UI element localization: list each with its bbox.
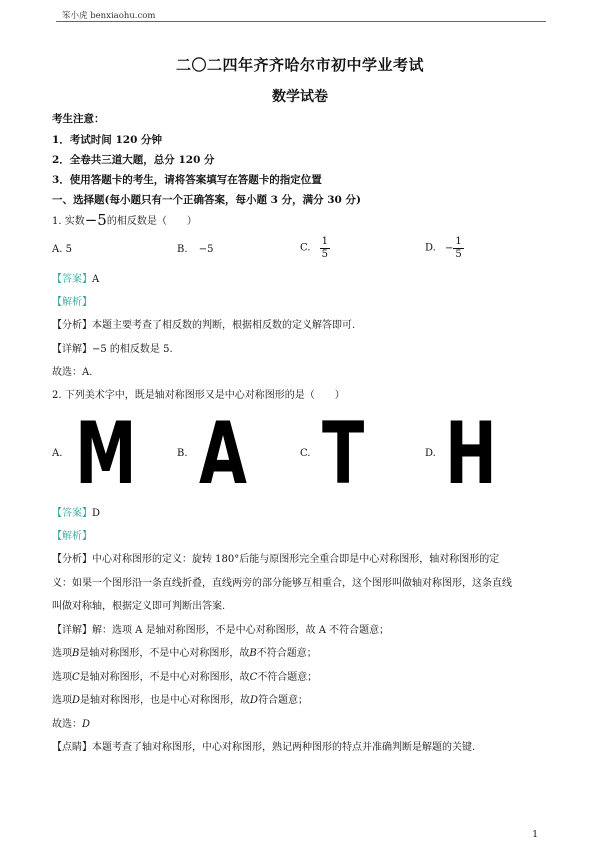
- q1-option-c: [300, 236, 330, 261]
- xj-c-post: 不符合题意；: [257, 672, 318, 683]
- xj-d-post: 符合题意；: [258, 695, 309, 706]
- xiangjie-tag: 【详解】: [52, 625, 92, 636]
- fraction-numerator: 1: [321, 236, 329, 247]
- page-number: 1: [532, 830, 538, 840]
- dianjing-tag: 【点睛】: [52, 742, 92, 753]
- notice-heading: 考生注意：: [52, 113, 105, 125]
- q2-xiangjie-d: [52, 694, 308, 708]
- xj-c-pre: 选项: [52, 672, 72, 683]
- q1-option-d: [425, 236, 464, 261]
- notice-item-3: 3．使用答题卡的考生，请将答案填写在答题卡的指定位置: [52, 174, 322, 186]
- q2-option-a-letter: M: [75, 404, 137, 504]
- q1-xiangjie: [52, 343, 173, 357]
- q2-fenxi-text-1: 中心对称图形的定义：旋转 180°后能与原图形完全重合即是中心对称图形，轴对称图形的定: [92, 554, 500, 565]
- q1-choice: 故选：A.: [52, 367, 93, 378]
- fenxi-tag: 【分析】: [52, 554, 92, 565]
- q2-option-b-label: B.: [177, 448, 188, 459]
- fenxi-tag: 【分析】: [52, 320, 92, 331]
- q2-analysis-tag: 【解析】: [52, 531, 92, 542]
- q1-answer-value: A: [92, 274, 100, 285]
- q1-option-b: [177, 243, 213, 257]
- q1-option-c-fraction: [320, 236, 330, 261]
- q1-option-d-label: D.: [425, 242, 436, 254]
- notice-item-2: 2．全卷共三道大题，总分 120 分: [52, 154, 215, 166]
- q2-option-b-letter: A: [199, 404, 247, 504]
- q1-fenxi-text: 本题主要考查了相反数的判断，根据相反数的定义解答即可.: [92, 320, 356, 331]
- q1-option-a: A. 5: [52, 244, 72, 255]
- xj-c-mid: 是轴对称图形，不是中心对称图形，故: [79, 672, 250, 683]
- fraction-denominator: 5: [455, 249, 462, 260]
- xj-d-letter: D: [72, 695, 81, 706]
- q1-stem-suffix: 的相反数是（ ）: [106, 216, 197, 227]
- q1-stem: [52, 213, 197, 229]
- q1-option-d-fraction: [453, 236, 463, 261]
- q2-dianjing: [52, 741, 475, 755]
- q1-stem-value: −5: [84, 211, 107, 229]
- exam-subtitle: 数学试卷: [272, 89, 328, 105]
- q2-choice-pre: 故选：: [52, 719, 82, 730]
- q2-option-c-letter: T: [322, 404, 365, 504]
- header-rule: [56, 21, 546, 22]
- xj-b-letter: B: [72, 648, 80, 659]
- q1-option-c-label: C.: [300, 242, 311, 254]
- q2-option-d-label: D.: [425, 448, 436, 459]
- section-heading: 一、选择题(每小题只有一个正确答案，每小题 3 分，满分 30 分): [52, 194, 361, 206]
- q2-fenxi-line-3: 叫做对称轴，根据定义即可判断出答案.: [52, 601, 226, 612]
- q2-xiangjie-b: [52, 647, 317, 661]
- q2-xiangjie-a: [52, 624, 389, 638]
- xj-b-letter-2: B: [249, 648, 257, 659]
- q2-fenxi-line-1: [52, 553, 499, 567]
- q2-xiangjie-a-text: 解：选项 A 是轴对称图形，不是中心对称图形，故 A 不符合题意；: [92, 625, 390, 636]
- xj-b-pre: 选项: [52, 648, 72, 659]
- q2-choice: [52, 718, 90, 732]
- q2-option-a-label: A.: [52, 448, 63, 459]
- xj-c-letter-2: C: [249, 672, 258, 683]
- q2-choice-letter: D: [82, 719, 91, 730]
- fraction-numerator: 1: [455, 236, 462, 247]
- q1-analysis-tag: 【解析】: [52, 297, 92, 308]
- fraction-denominator: 5: [321, 249, 329, 260]
- q2-answer: [52, 507, 100, 521]
- q1-option-b-label: B.: [177, 244, 188, 255]
- notice-item-1: 1．考试时间 120 分钟: [52, 134, 163, 146]
- header-url: 笨小虎 benxiaohu.com: [62, 11, 156, 21]
- xj-d-letter-2: D: [250, 695, 259, 706]
- exam-title: 二〇二四年齐齐哈尔市初中学业考试: [175, 56, 424, 74]
- xj-b-mid: 是轴对称图形，不是中心对称图形，故: [79, 648, 250, 659]
- q2-answer-value: D: [92, 508, 101, 519]
- q1-option-b-value: −5: [198, 244, 214, 255]
- q1-xiangjie-text: −5 的相反数是 5.: [92, 344, 173, 355]
- q2-option-d-letter: H: [445, 404, 497, 504]
- q1-answer: [52, 273, 99, 287]
- xj-b-post: 不符合题意；: [256, 648, 317, 659]
- q2-option-c-label: C.: [300, 448, 311, 459]
- xj-d-mid: 是轴对称图形，也是中心对称图形，故: [80, 695, 251, 706]
- q2-stem: 2. 下列美术字中，既是轴对称图形又是中心对称图形的是（ ）: [52, 390, 345, 401]
- xiangjie-tag: 【详解】: [52, 344, 92, 355]
- xj-d-pre: 选项: [52, 695, 72, 706]
- q2-xiangjie-c: [52, 671, 317, 685]
- q2-dianjing-text: 本题考查了轴对称图形，中心对称图形，熟记两种图形的特点并准确判断是解题的关键.: [92, 742, 476, 753]
- answer-tag: 【答案】: [52, 274, 92, 285]
- q1-stem-prefix: 1. 实数: [52, 216, 85, 227]
- q2-fenxi-line-2: 义：如果一个图形沿一条直线折叠，直线两旁的部分能够互相重合，这个图形叫做轴对称图形，这条直线: [52, 578, 512, 589]
- xj-c-letter: C: [72, 672, 80, 683]
- q1-fenxi: [52, 319, 355, 333]
- answer-tag: 【答案】: [52, 508, 92, 519]
- q1-option-d-sign: −: [445, 242, 454, 254]
